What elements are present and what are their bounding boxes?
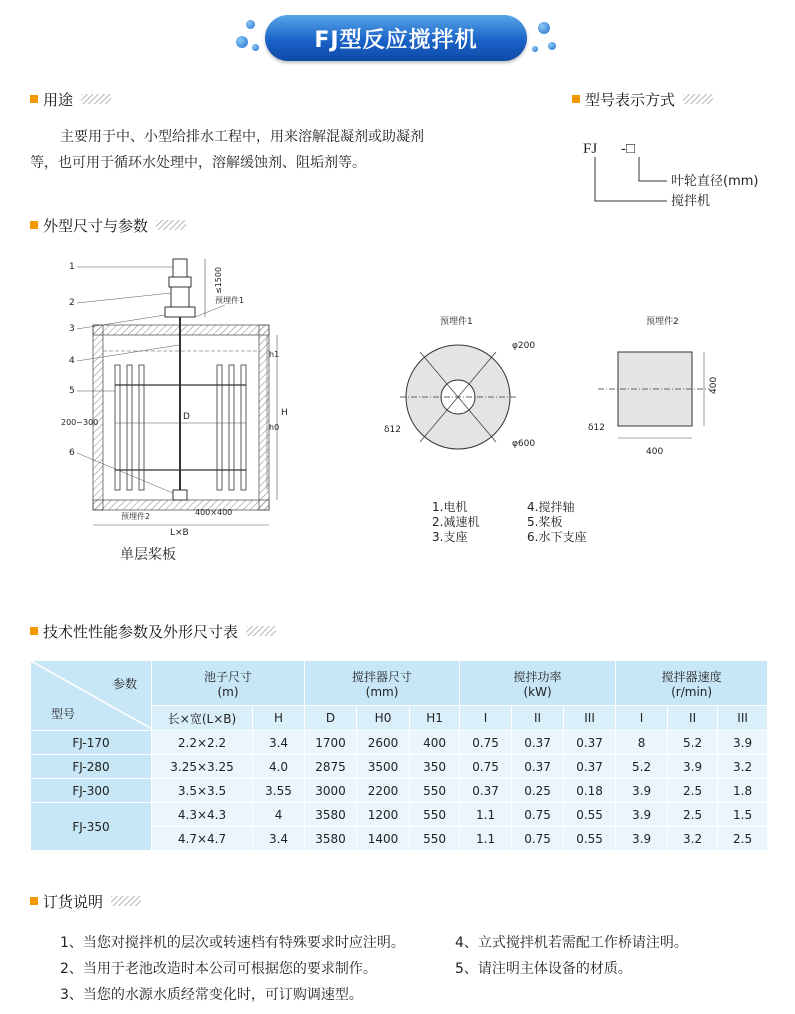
corner-bottom-label: 型号	[51, 707, 76, 721]
drawing-caption: 单层桨板	[120, 547, 176, 563]
model-code-suffix: -□	[621, 141, 636, 157]
bullet-square-icon	[30, 627, 38, 635]
table-cell: 1200	[357, 803, 410, 827]
hatch-decoration	[683, 94, 713, 104]
subheader-cell: D	[305, 706, 357, 731]
parts-legend	[432, 500, 632, 545]
table-cell: 3.2	[668, 827, 718, 851]
callout-2: 2	[69, 298, 75, 308]
embed2-400h: 400	[646, 447, 664, 457]
table-cell: 8	[616, 731, 668, 755]
subheader-cell: 长×宽(L×B)	[152, 706, 253, 731]
table-cell: 1.1	[460, 803, 512, 827]
decor-dot	[246, 20, 255, 29]
bullet-square-icon	[30, 221, 38, 229]
legend-item: 2.减速机	[432, 515, 480, 529]
table-row	[31, 779, 768, 803]
table-cell: 1400	[357, 827, 410, 851]
table-cell: 3.55	[253, 779, 305, 803]
embed2-title: 预埋件2	[646, 317, 679, 327]
table-cell: 550	[410, 779, 460, 803]
table-cell: 3.9	[616, 827, 668, 851]
table-cell: 5.2	[616, 755, 668, 779]
model-cell: FJ-280	[31, 755, 152, 779]
bullet-square-icon	[572, 95, 580, 103]
section-heading-usage	[30, 88, 111, 110]
table-heading-text: 技术性性能参数及外形尺寸表	[43, 622, 239, 641]
model-cell: FJ-300	[31, 779, 152, 803]
group-header-mixer-size: 搅拌器尺寸 (mm)	[305, 661, 460, 706]
callout-1: 1	[69, 262, 75, 272]
table-cell: 3.2	[718, 755, 768, 779]
table-cell: 0.75	[460, 731, 512, 755]
hatch-decoration	[111, 896, 141, 906]
table-row	[31, 731, 768, 755]
table-cell: 3.5×3.5	[152, 779, 253, 803]
table-cell: 0.18	[564, 779, 616, 803]
table-cell: 1.1	[460, 827, 512, 851]
subheader-cell: I	[460, 706, 512, 731]
table-cell: 2200	[357, 779, 410, 803]
table-cell: 2.5	[668, 803, 718, 827]
table-cell: 4.3×4.3	[152, 803, 253, 827]
table-cell: 400	[410, 731, 460, 755]
table-cell: 4	[253, 803, 305, 827]
model-label-impeller: 叶轮直径(mm)	[671, 174, 759, 189]
embed1-title: 预埋件1	[440, 317, 473, 327]
embed1-d200: φ200	[512, 341, 536, 351]
table-cell: 0.37	[564, 755, 616, 779]
section-heading-model	[572, 88, 713, 110]
table-cell: 3.4	[253, 827, 305, 851]
dim-embed1-label: 预埋件1	[215, 296, 245, 305]
callout-5: 5	[69, 386, 75, 396]
legend-item: 6.水下支座	[527, 530, 587, 544]
dim-H: H	[281, 408, 288, 418]
corner-diagonal	[31, 661, 152, 729]
usage-line-2: 等，也可用于循环水处理中，溶解缓蚀剂、阻垢剂等。	[30, 155, 366, 171]
table-corner-cell	[31, 661, 152, 731]
table-cell: 2.5	[668, 779, 718, 803]
table-cell: 0.55	[564, 827, 616, 851]
mixer-elevation-drawing	[55, 245, 300, 565]
model-label-mixer: 搅拌机	[671, 194, 711, 209]
table-cell: 350	[410, 755, 460, 779]
table-cell: 1.8	[718, 779, 768, 803]
table-cell: 3.4	[253, 731, 305, 755]
table-cell: 550	[410, 803, 460, 827]
embed1-t12: δ12	[384, 425, 401, 435]
dim-range: 200~300	[61, 418, 99, 427]
table-cell: 0.55	[564, 803, 616, 827]
dim-LxB: L×B	[170, 528, 189, 538]
table-cell: 3.25×3.25	[152, 755, 253, 779]
subheader-cell: III	[564, 706, 616, 731]
table-cell: 2.2×2.2	[152, 731, 253, 755]
subheader-cell: II	[668, 706, 718, 731]
section-heading-order	[30, 890, 141, 912]
hatch-decoration	[246, 626, 276, 636]
legend-item: 1.电机	[432, 500, 468, 514]
hatch-decoration	[81, 94, 111, 104]
dim-h1: h1	[269, 350, 280, 359]
dim-D: D	[183, 412, 190, 422]
table-cell: 0.37	[512, 755, 564, 779]
table-cell: 1.5	[718, 803, 768, 827]
callout-4: 4	[69, 356, 75, 366]
table-cell: 3500	[357, 755, 410, 779]
embed2-400v: 400	[709, 376, 719, 394]
table-cell: 3000	[305, 779, 357, 803]
table-cell: 2875	[305, 755, 357, 779]
dimensions-heading-text: 外型尺寸与参数	[43, 216, 149, 235]
decor-dot	[532, 46, 538, 52]
dim-h0: h0	[269, 423, 280, 432]
table-cell: 2.5	[718, 827, 768, 851]
table-cell: 3.9	[616, 779, 668, 803]
order-note-1: 1、当您对搅拌机的层次或转速档有特殊要求时应注明。	[60, 935, 405, 951]
model-cell: FJ-170	[31, 731, 152, 755]
embed2-t12: δ12	[588, 423, 605, 433]
corner-top-label: 参数	[112, 677, 137, 691]
group-header-speed: 搅拌器速度 (r/min)	[616, 661, 768, 706]
model-code-prefix: FJ	[583, 141, 598, 157]
dim-embed2-label: 预埋件2	[121, 512, 151, 521]
usage-line-1: 主要用于中、小型给排水工程中，用来溶解混凝剂或助凝剂	[60, 129, 424, 145]
model-cell: FJ-350	[31, 803, 152, 851]
embed2-drawing	[580, 310, 740, 470]
model-heading-text: 型号表示方式	[585, 90, 676, 109]
subheader-cell: H	[253, 706, 305, 731]
table-cell: 2600	[357, 731, 410, 755]
bullet-square-icon	[30, 897, 38, 905]
table-cell: 3580	[305, 803, 357, 827]
subheader-cell: H1	[410, 706, 460, 731]
order-note-2: 2、当用于老池改造时本公司可根据您的要求制作。	[60, 961, 377, 977]
bullet-square-icon	[30, 95, 38, 103]
embed1-d600: φ600	[512, 439, 536, 449]
subheader-cell: H0	[357, 706, 410, 731]
table-cell: 0.75	[512, 827, 564, 851]
table-row	[31, 755, 768, 779]
table-cell: 550	[410, 827, 460, 851]
table-cell: 5.2	[668, 731, 718, 755]
subheader-cell: I	[616, 706, 668, 731]
order-note-3: 3、当您的水源水质经常变化时，可订购调速型。	[60, 987, 363, 1003]
callout-6: 6	[69, 448, 75, 458]
hatch-decoration	[156, 220, 186, 230]
decor-dot	[538, 22, 550, 34]
order-note-4: 4、立式搅拌机若需配工作桥请注明。	[455, 935, 688, 951]
dim-1500: ≤1500	[214, 266, 223, 294]
legend-item: 4.搅拌轴	[527, 500, 575, 514]
decor-dot	[252, 44, 259, 51]
page-title: FJ型反应搅拌机	[265, 15, 527, 61]
table-cell: 4.0	[253, 755, 305, 779]
table-cell: 0.37	[512, 731, 564, 755]
decor-dot	[236, 36, 248, 48]
table-cell: 1700	[305, 731, 357, 755]
subheader-cell: II	[512, 706, 564, 731]
order-heading-text: 订货说明	[43, 892, 104, 911]
legend-item: 3.支座	[432, 530, 468, 544]
table-row	[31, 803, 768, 827]
decor-dot	[548, 42, 556, 50]
table-cell: 0.75	[460, 755, 512, 779]
table-cell: 0.37	[460, 779, 512, 803]
table-cell: 0.25	[512, 779, 564, 803]
dim-400x400: 400×400	[195, 508, 233, 517]
table-cell: 3580	[305, 827, 357, 851]
table-cell: 0.37	[564, 731, 616, 755]
embed1-drawing	[380, 310, 540, 480]
section-heading-dimensions	[30, 214, 186, 236]
group-header-pool: 池子尺寸 (m)	[152, 661, 305, 706]
table-header-row	[31, 661, 768, 706]
table-cell: 3.9	[668, 755, 718, 779]
legend-item: 5.桨板	[527, 515, 563, 529]
table-cell: 3.9	[616, 803, 668, 827]
subheader-cell: III	[718, 706, 768, 731]
model-code-diagram	[575, 135, 775, 215]
callout-3: 3	[69, 324, 75, 334]
table-cell: 0.75	[512, 803, 564, 827]
usage-heading-text: 用途	[43, 90, 74, 109]
table-cell: 3.9	[718, 731, 768, 755]
order-note-5: 5、请注明主体设备的材质。	[455, 961, 632, 977]
table-cell: 4.7×4.7	[152, 827, 253, 851]
section-heading-table	[30, 620, 276, 642]
group-header-power: 搅拌功率 (kW)	[460, 661, 616, 706]
spec-table	[30, 660, 768, 851]
